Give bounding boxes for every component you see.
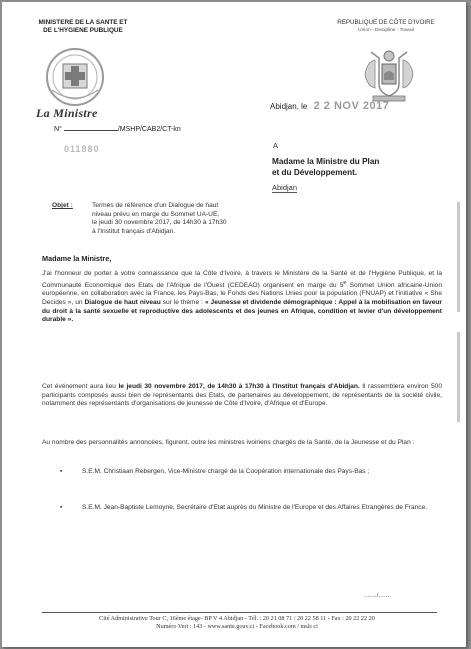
paragraph-event: Cet événement aura lieu le jeudi 30 novembre 2017, de 14h30 à 17h30 à l'Institut français d'Abidjan. Il rassemblera environ 500 participants composés aussi bien de représentants des Etats, de partenaires au développement, de représentants de la société civile, notamment des représentants d'organisations de jeunesse de Côte d'Ivoire, d'Afrique et d'Europe.	[42, 383, 442, 408]
footer-contacts: Numéro Vert : 143 - www.sante.gouv.ci - Facebook.com / msls ci	[156, 623, 318, 630]
subject-line: Termes de référence d'un Dialogue de haut	[92, 202, 219, 209]
dialogue-title: Dialogue de haut niveau	[84, 298, 161, 306]
republic-motto: Union - Discipline - Travail	[358, 28, 414, 33]
national-coat-of-arms-icon	[357, 44, 421, 106]
republic-name: REPUBLIQUE DE CÔTE D'IVOIRE	[337, 19, 435, 26]
minister-signature: La Ministre	[36, 106, 98, 120]
date-stamp: 2 2 NOV 2017	[313, 100, 390, 112]
footer-divider	[42, 612, 437, 613]
subject-line: à l'Institut français d'Abidjan.	[92, 227, 176, 235]
dialogue-theme: « Jeunesse et dividende démographique : Appel à la mobilisation en faveur du droit à la santé sexuelle et reproductive des adolescents et des jeunes en Afrique, condition et levier d'un développement durable ».	[42, 298, 442, 324]
bullet-icon: ▪	[60, 468, 63, 475]
subject-line: le jeudi 30 novembre 2017, de 14h30 à 17h30	[92, 219, 227, 227]
subject-label: Objet :	[52, 202, 73, 209]
letter-page	[2, 2, 466, 647]
ministry-seal-icon	[40, 46, 110, 108]
page-continuation-marker: ......./......	[364, 592, 390, 599]
bullet-icon: ▪	[60, 504, 63, 511]
event-date-place: le jeudi 30 novembre 2017, de 14h30 à 17h30 à l'Institut français d'Abidjan.	[118, 383, 360, 390]
ministry-line-1: MINISTERE DE LA SANTE ET	[38, 19, 128, 26]
recipient-prefix: A	[273, 141, 279, 150]
reference-prefix: N°	[54, 126, 62, 133]
recipient-line-1: Madame la Ministre du Plan	[272, 157, 380, 166]
place-date	[270, 100, 389, 112]
place-label: Abidjan, le	[270, 102, 308, 111]
reference-blank	[64, 124, 118, 131]
list-item: ▪ S.E.M. Christiaan Rebergen, Vice-Ministre chargé de la Coopération internationale des Pays-Bas ;	[60, 468, 370, 475]
subject-text	[92, 202, 312, 236]
republic-heading	[322, 19, 450, 34]
paragraph-intro: J'ai l'honneur de porter à votre connaissance que la Côte d'Ivoire, à travers le Ministère de la Santé et de l'Hygiène Publique, et la Communauté Economique des Etats de l'Afrique de l'Ouest (CEDEAO) organisent en marge du 5e Sommet Union africaine-Union européenne, en collaboration avec la France, les Pays-Bas, le Fonds des Nations Unies pour la population (FNUAP) et l'initiative « She Decides », un Dialogue de haut niveau sur le thème : « Jeunesse et dividende démographique : Appel à la mobilisation en faveur du droit à la santé sexuelle et reproductive des adolescents et des jeunes en Afrique, condition et levier d'un développement durable ».	[42, 270, 442, 324]
registration-stamp-number: 011880	[64, 144, 100, 154]
footer	[22, 615, 452, 631]
recipient-line-2: et du Développement.	[272, 168, 358, 177]
paragraph-personalities: Au nombre des personnalités annoncées, figurent, outre les ministres ivoiriens chargés de la Santé, de la Jeunesse et du Plan :	[42, 439, 415, 446]
scan-edge-mark	[457, 202, 460, 312]
subject-block	[52, 202, 312, 236]
scan-edge-mark	[457, 332, 460, 422]
subject-line: niveau prévu en marge du Sommet UA-UE,	[92, 210, 220, 218]
list-item: ▪ S.E.M. Jean-Baptiste Lemoyne, Secrétaire d'Etat auprès du Ministre de l'Europe et des Affaires Etrangères de France.	[60, 504, 428, 511]
recipient-city: Abidjan	[272, 183, 298, 192]
footer-address: Cité Administrative Tour C, 16ème étage- BP V 4 Abidjan - Tél. : 20 21 08 71 / 20 22 58 11 - Fax : 20 22 22 20	[99, 615, 375, 622]
recipient-name	[272, 156, 442, 178]
ministry-heading	[18, 19, 148, 35]
ministry-line-2: DE L'HYGIENE PUBLIQUE	[43, 27, 123, 34]
reference-number	[54, 124, 181, 133]
reference-suffix: /MSHP/CAB2/CT-kn	[117, 126, 181, 133]
salutation: Madame la Ministre,	[42, 254, 112, 263]
